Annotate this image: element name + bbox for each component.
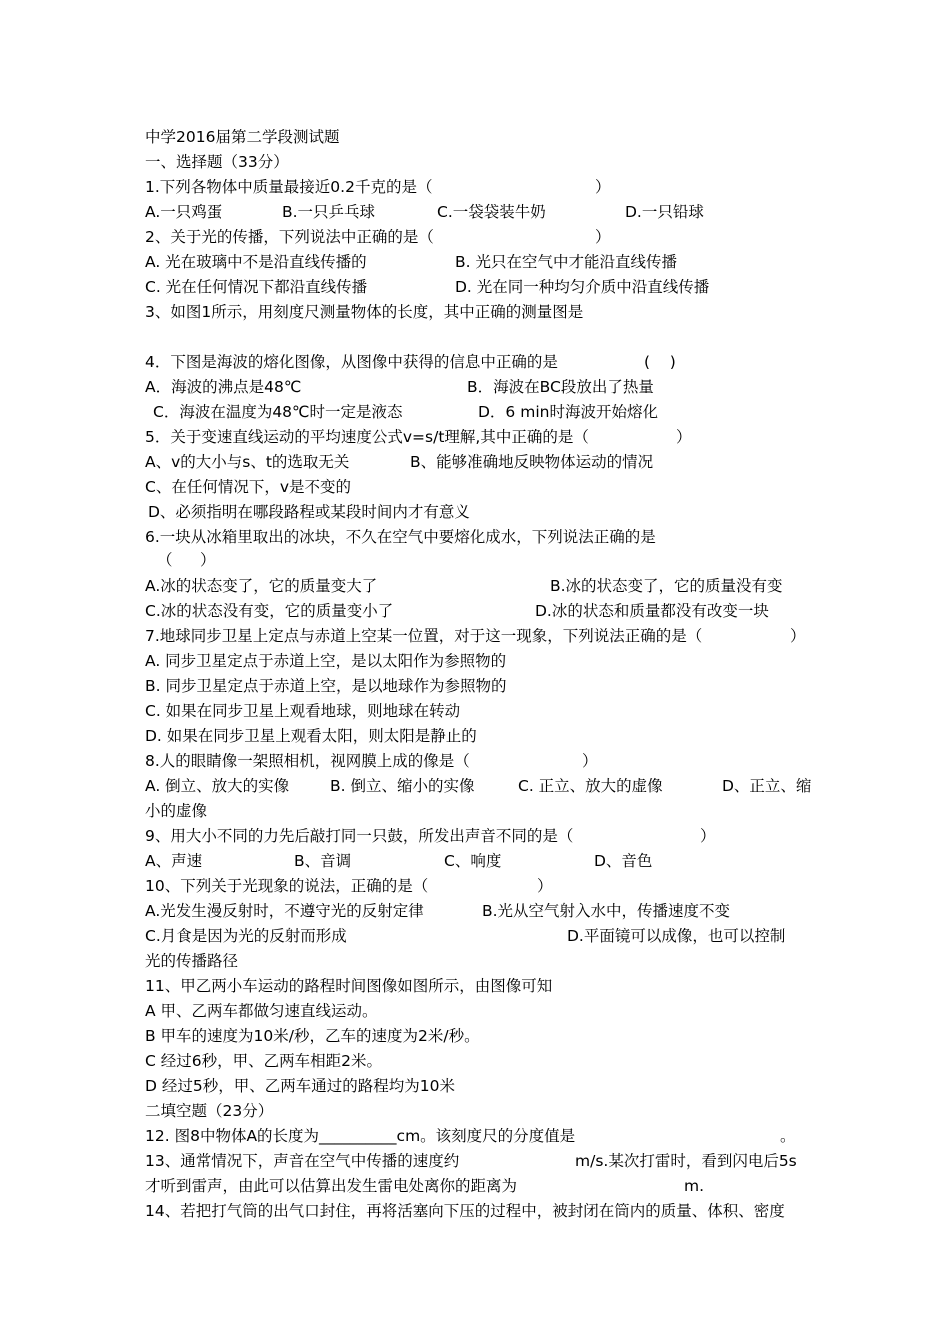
text-line-5-seg-0: A. 光在玻璃中不是沿直线传播的 [145,253,367,271]
text-line-2-seg-1: ） [595,178,611,196]
text-line-39-seg-0: 12. 图8中物体A的长度为__________cm。该刻度尺的分度值是 [145,1127,576,1145]
text-line-29-seg-0: 10、下列关于光现象的说法，正确的是（ [145,877,429,895]
text-line-37-seg-0: D 经过5秒，甲、乙两车通过的路程均为10米 [145,1077,455,1095]
text-line-36-seg-0: C 经过6秒，甲、乙两车相距2米。 [145,1052,382,1070]
text-line-24-seg-1: ） [582,752,598,770]
text-line-9-seg-1: B．海波在BC段放出了热量 [467,378,654,396]
text-line-28-seg-3: D、音色 [594,852,653,870]
text-line-1-seg-0: 一、选择题（33分） [145,153,289,171]
text-line-26-seg-0: 小的虚像 [145,802,208,820]
text-line-11-seg-0: 5．关于变速直线运动的平均速度公式v=s/t理解,其中正确的是（ [145,428,589,446]
text-line-0-seg-0: 中学2016届第二学段测试题 [145,128,340,146]
text-line-31-seg-1: D.平面镜可以成像，也可以控制 [567,927,786,945]
text-line-16-seg-0: （ [157,551,173,569]
text-line-7-seg-0: 3、如图1所示，用刻度尺测量物体的长度，其中正确的测量图是 [145,303,584,321]
text-line-3-seg-2: C.一袋袋装牛奶 [437,203,546,221]
text-line-39-seg-1: 。 [780,1127,796,1145]
text-line-12-seg-1: B、能够准确地反映物体运动的情况 [410,453,654,471]
text-line-9-seg-0: A．海波的沸点是48℃ [145,378,302,396]
text-line-15-seg-0: 6.一块从冰箱里取出的冰块，不久在空气中要熔化成水，下列说法正确的是 [145,528,656,546]
text-line-35-seg-0: B 甲车的速度为10米/秒，乙车的速度为2米/秒。 [145,1027,480,1045]
text-line-40-seg-1: m/s.某次打雷时，看到闪电后5s [575,1152,797,1170]
text-line-4-seg-0: 2、关于光的传播，下列说法中正确的是（ [145,228,434,246]
text-line-18-seg-1: D.冰的状态和质量都没有改变一块 [535,602,769,620]
text-line-34-seg-0: A 甲、乙两车都做匀速直线运动。 [145,1002,378,1020]
text-line-16-seg-1: ） [200,551,216,569]
text-line-4-seg-1: ） [595,228,611,246]
text-line-3-seg-1: B.一只乒乓球 [282,203,376,221]
text-line-6-seg-1: D. 光在同一种均匀介质中沿直线传播 [455,278,710,296]
text-line-28-seg-1: B、音调 [294,852,352,870]
text-line-12-seg-0: A、v的大小与s、t的选取无关 [145,453,350,471]
text-line-31-seg-0: C.月食是因为光的反射而形成 [145,927,347,945]
text-line-11-seg-1: ） [676,428,692,446]
text-line-32-seg-0: 光的传播路径 [145,952,239,970]
text-line-14-seg-0: D、必须指明在哪段路程或某段时间内才有意义 [148,503,470,521]
text-line-24-seg-0: 8.人的眼睛像一架照相机，视网膜上成的像是（ [145,752,470,770]
text-line-5-seg-1: B. 光只在空气中才能沿直线传播 [455,253,677,271]
text-line-8-seg-0: 4．下图是海波的熔化图像，从图像中获得的信息中正确的是 [145,353,558,371]
text-line-3-seg-3: D.一只铅球 [625,203,704,221]
text-line-18-seg-0: C.冰的状态没有变，它的质量变小了 [145,602,394,620]
text-line-42-seg-0: 14、若把打气筒的出气口封住，再将活塞向下压的过程中，被封闭在筒内的质量、体积、密度 [145,1202,785,1220]
text-line-30-seg-0: A.光发生漫反射时，不遵守光的反射定律 [145,902,424,920]
text-line-40-seg-0: 13、通常情况下，声音在空气中传播的速度约 [145,1152,460,1170]
text-line-38-seg-0: 二填空题（23分） [145,1102,274,1120]
text-line-25-seg-0: A. 倒立、放大的实像 [145,777,290,795]
text-line-27-seg-0: 9、用大小不同的力先后敲打同一只鼓，所发出声音不同的是（ [145,827,574,845]
text-line-29-seg-1: ） [537,877,553,895]
text-line-27-seg-1: ） [700,827,716,845]
text-line-17-seg-0: A.冰的状态变了，它的质量变大了 [145,577,378,595]
text-line-2-seg-0: 1.下列各物体中质量最接近0.2千克的是（ [145,178,433,196]
text-line-19-seg-1: ） [790,627,806,645]
text-line-25-seg-3: D、正立、缩 [722,777,812,795]
text-line-25-seg-1: B. 倒立、缩小的实像 [330,777,475,795]
text-line-30-seg-1: B.光从空气射入水中，传播速度不变 [482,902,731,920]
text-line-10-seg-1: D．6 min时海波开始熔化 [478,403,658,421]
text-line-21-seg-0: B. 同步卫星定点于赤道上空，是以地球作为参照物的 [145,677,507,695]
text-line-28-seg-2: C、响度 [444,852,502,870]
text-line-19-seg-0: 7.地球同步卫星上定点与赤道上空某一位置，对于这一现象，下列说法正确的是（ [145,627,703,645]
text-line-17-seg-1: B.冰的状态变了，它的质量没有变 [550,577,783,595]
text-line-20-seg-0: A. 同步卫星定点于赤道上空，是以太阳作为参照物的 [145,652,507,670]
text-line-10-seg-0: C．海波在温度为48℃时一定是液态 [153,403,403,421]
text-line-41-seg-0: 才听到雷声，由此可以估算出发生雷电处离你的距离为 [145,1177,518,1195]
text-line-13-seg-0: C、在任何情况下，v是不变的 [145,478,351,496]
text-line-41-seg-1: m. [684,1177,705,1195]
text-line-6-seg-0: C. 光在任何情况下都沿直线传播 [145,278,368,296]
text-line-25-seg-2: C. 正立、放大的虚像 [518,777,663,795]
text-line-23-seg-0: D. 如果在同步卫星上观看太阳，则太阳是静止的 [145,727,477,745]
text-line-22-seg-0: C. 如果在同步卫星上观看地球，则地球在转动 [145,702,461,720]
text-line-3-seg-0: A.一只鸡蛋 [145,203,223,221]
text-line-8-seg-1: ( ) [644,353,676,371]
text-line-28-seg-0: A、声速 [145,852,203,870]
text-line-33-seg-0: 11、甲乙两小车运动的路程时间图像如图所示，由图像可知 [145,977,553,995]
